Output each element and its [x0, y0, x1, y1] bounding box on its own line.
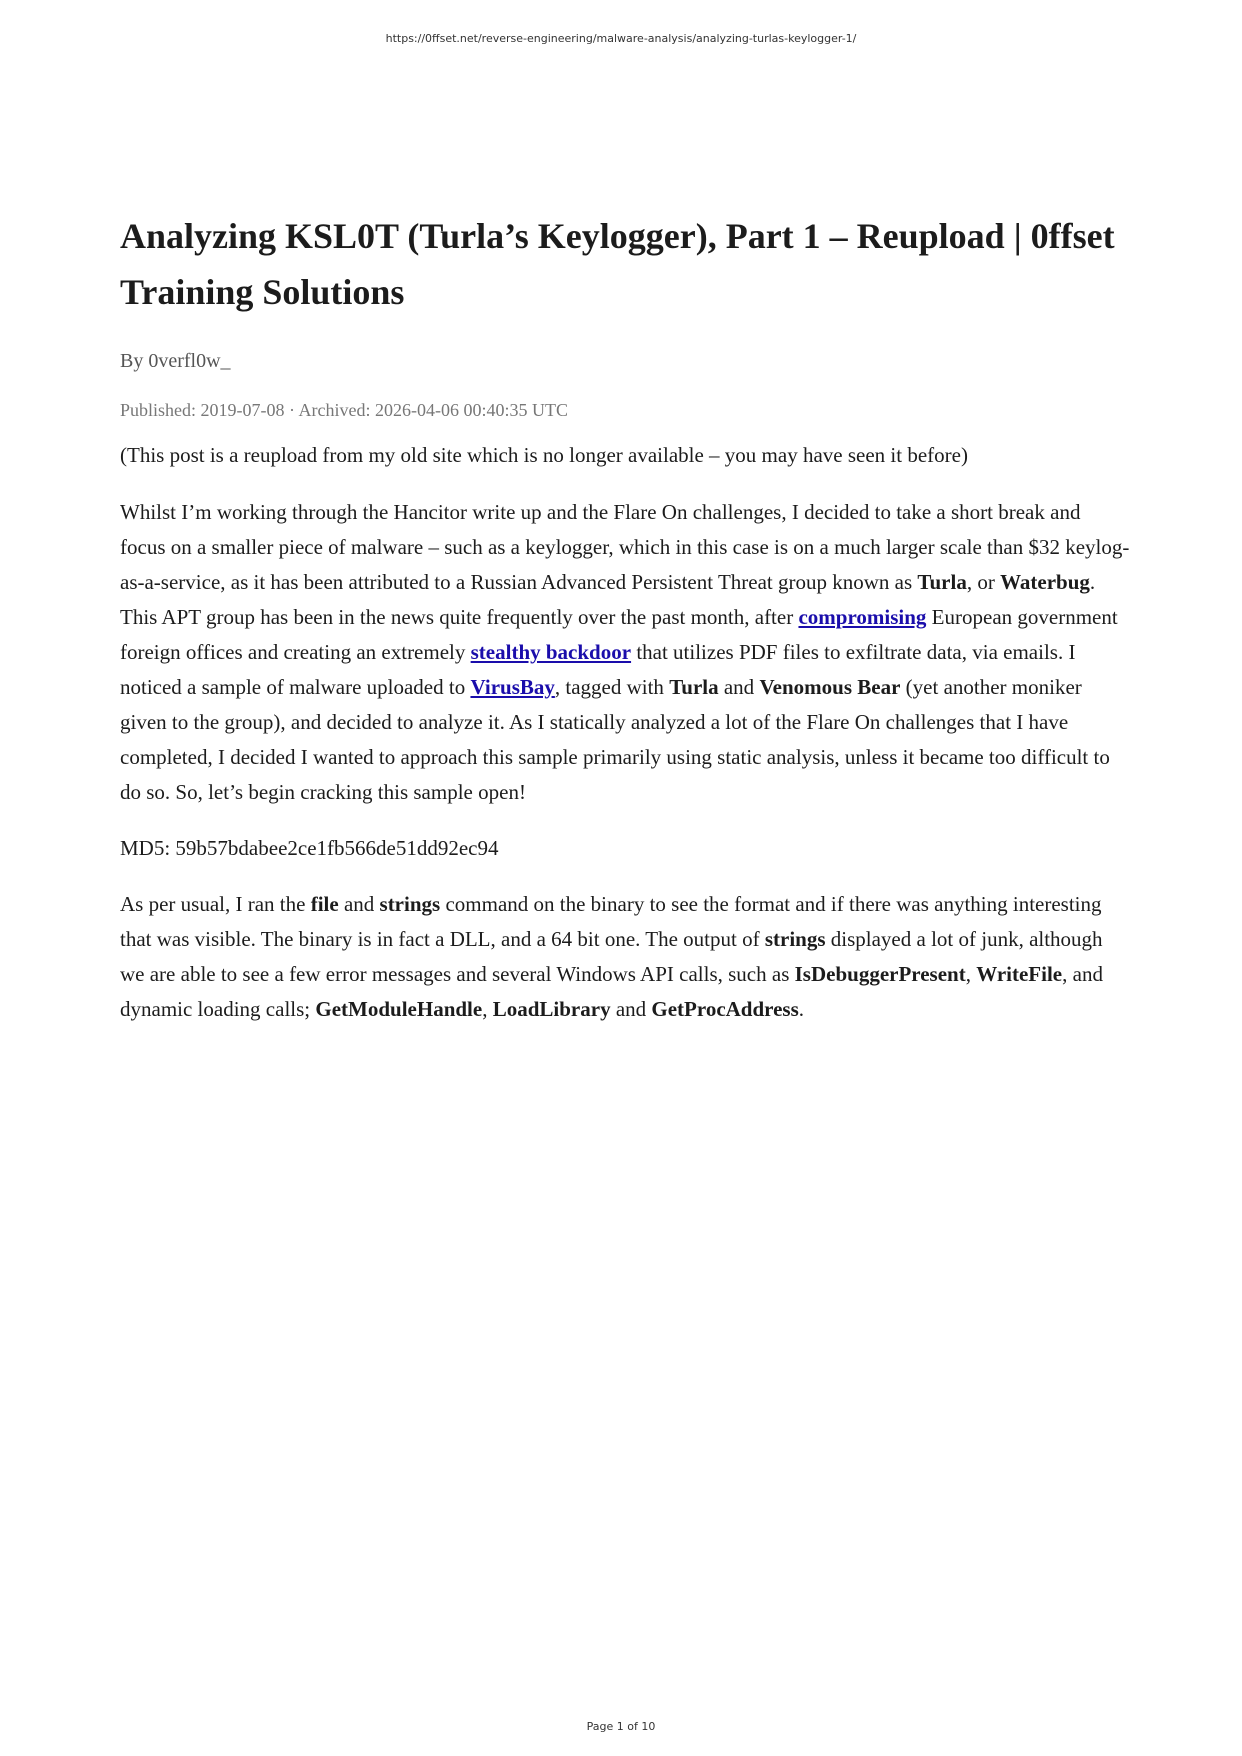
bold-turla: Turla — [917, 570, 967, 594]
bold-isdebuggerpresent: IsDebuggerPresent — [794, 962, 966, 986]
text-segment: , — [965, 962, 977, 986]
text-segment: . This APT group has been in the news quite frequently over the past month, after — [120, 570, 1096, 629]
text-segment: European government foreign offices and creating an extremely — [120, 605, 1118, 664]
md5-hash: MD5: 59b57bdabee2ce1fb566de51dd92ec94 — [120, 836, 499, 860]
link-compromising[interactable]: compromising — [798, 605, 927, 629]
page-title: Analyzing KSL0T (Turla’s Keylogger), Part 1 – Reupload | 0ffset Training Solutions — [120, 216, 1115, 312]
article — [120, 208, 1130, 1027]
bold-writefile: WriteFile — [976, 962, 1063, 986]
bold-turla-2: Turla — [669, 675, 719, 699]
bold-strings: strings — [379, 892, 441, 916]
text-segment: and — [610, 997, 652, 1021]
publish-meta: Published: 2019-07-08 · Archived: 2026-04-06 00:40:35 UTC — [120, 400, 568, 420]
text-segment: and — [718, 675, 760, 699]
body-paragraph-2 — [120, 887, 1130, 1027]
link-virusbay[interactable]: VirusBay — [470, 675, 555, 699]
bold-loadlibrary: LoadLibrary — [492, 997, 611, 1021]
text-segment: and — [338, 892, 380, 916]
text-segment: displayed a lot of junk, although we are able to see a few error messages and several Windows API calls, such as — [120, 927, 1103, 986]
text-segment: that utilizes PDF files to exfiltrate data, via emails. I noticed a sample of malware uploaded to — [120, 640, 1076, 699]
text-segment: , or — [966, 570, 1001, 594]
author-byline: By 0verfl0w_ — [120, 350, 231, 372]
link-stealthy-backdoor[interactable]: stealthy backdoor — [470, 640, 632, 664]
bold-getmodulehandle: GetModuleHandle — [315, 997, 483, 1021]
text-segment: command on the binary to see the format and if there was anything interesting that was visible. The binary is in fact a DLL, and a 64 bit one. The output of — [120, 892, 1102, 951]
page-url-header: https://0ffset.net/reverse-engineering/malware-analysis/analyzing-turlas-keylogger-1/ — [385, 32, 857, 45]
text-segment: , tagged with — [554, 675, 670, 699]
text-segment: (yet another moniker given to the group), and decided to analyze it. As I statically analyzed a lot of the Flare On challenges that I have completed, I decided I wanted to approach this sample primarily using static analysis, unless it became too difficult to do so. So, let’s begin cracking this sample open! — [120, 675, 1110, 804]
intro-paragraph: (This post is a reupload from my old site which is no longer available – you may have seen it before) — [120, 443, 968, 467]
text-segment: . — [798, 997, 805, 1021]
text-segment: , and dynamic loading calls; — [120, 962, 1103, 1021]
text-segment: Whilst I’m working through the Hancitor write up and the Flare On challenges, I decided to take a short break and focus on a smaller piece of malware – such as a keylogger, which in this case is on a much larger scale than $32 keylog-as-a-service, as it has been attributed to a Russian Advanced Persistent Threat group known as — [120, 500, 1130, 594]
bold-venomous-bear: Venomous Bear — [759, 675, 901, 699]
bold-waterbug: Waterbug — [1000, 570, 1090, 594]
bold-getprocaddress: GetProcAddress — [651, 997, 799, 1021]
bold-file: file — [310, 892, 339, 916]
page-number-footer: Page 1 of 10 — [586, 1720, 656, 1733]
bold-strings-2: strings — [764, 927, 826, 951]
body-paragraph-1 — [120, 495, 1130, 810]
text-segment: , — [482, 997, 493, 1021]
text-segment: As per usual, I ran the — [120, 892, 311, 916]
